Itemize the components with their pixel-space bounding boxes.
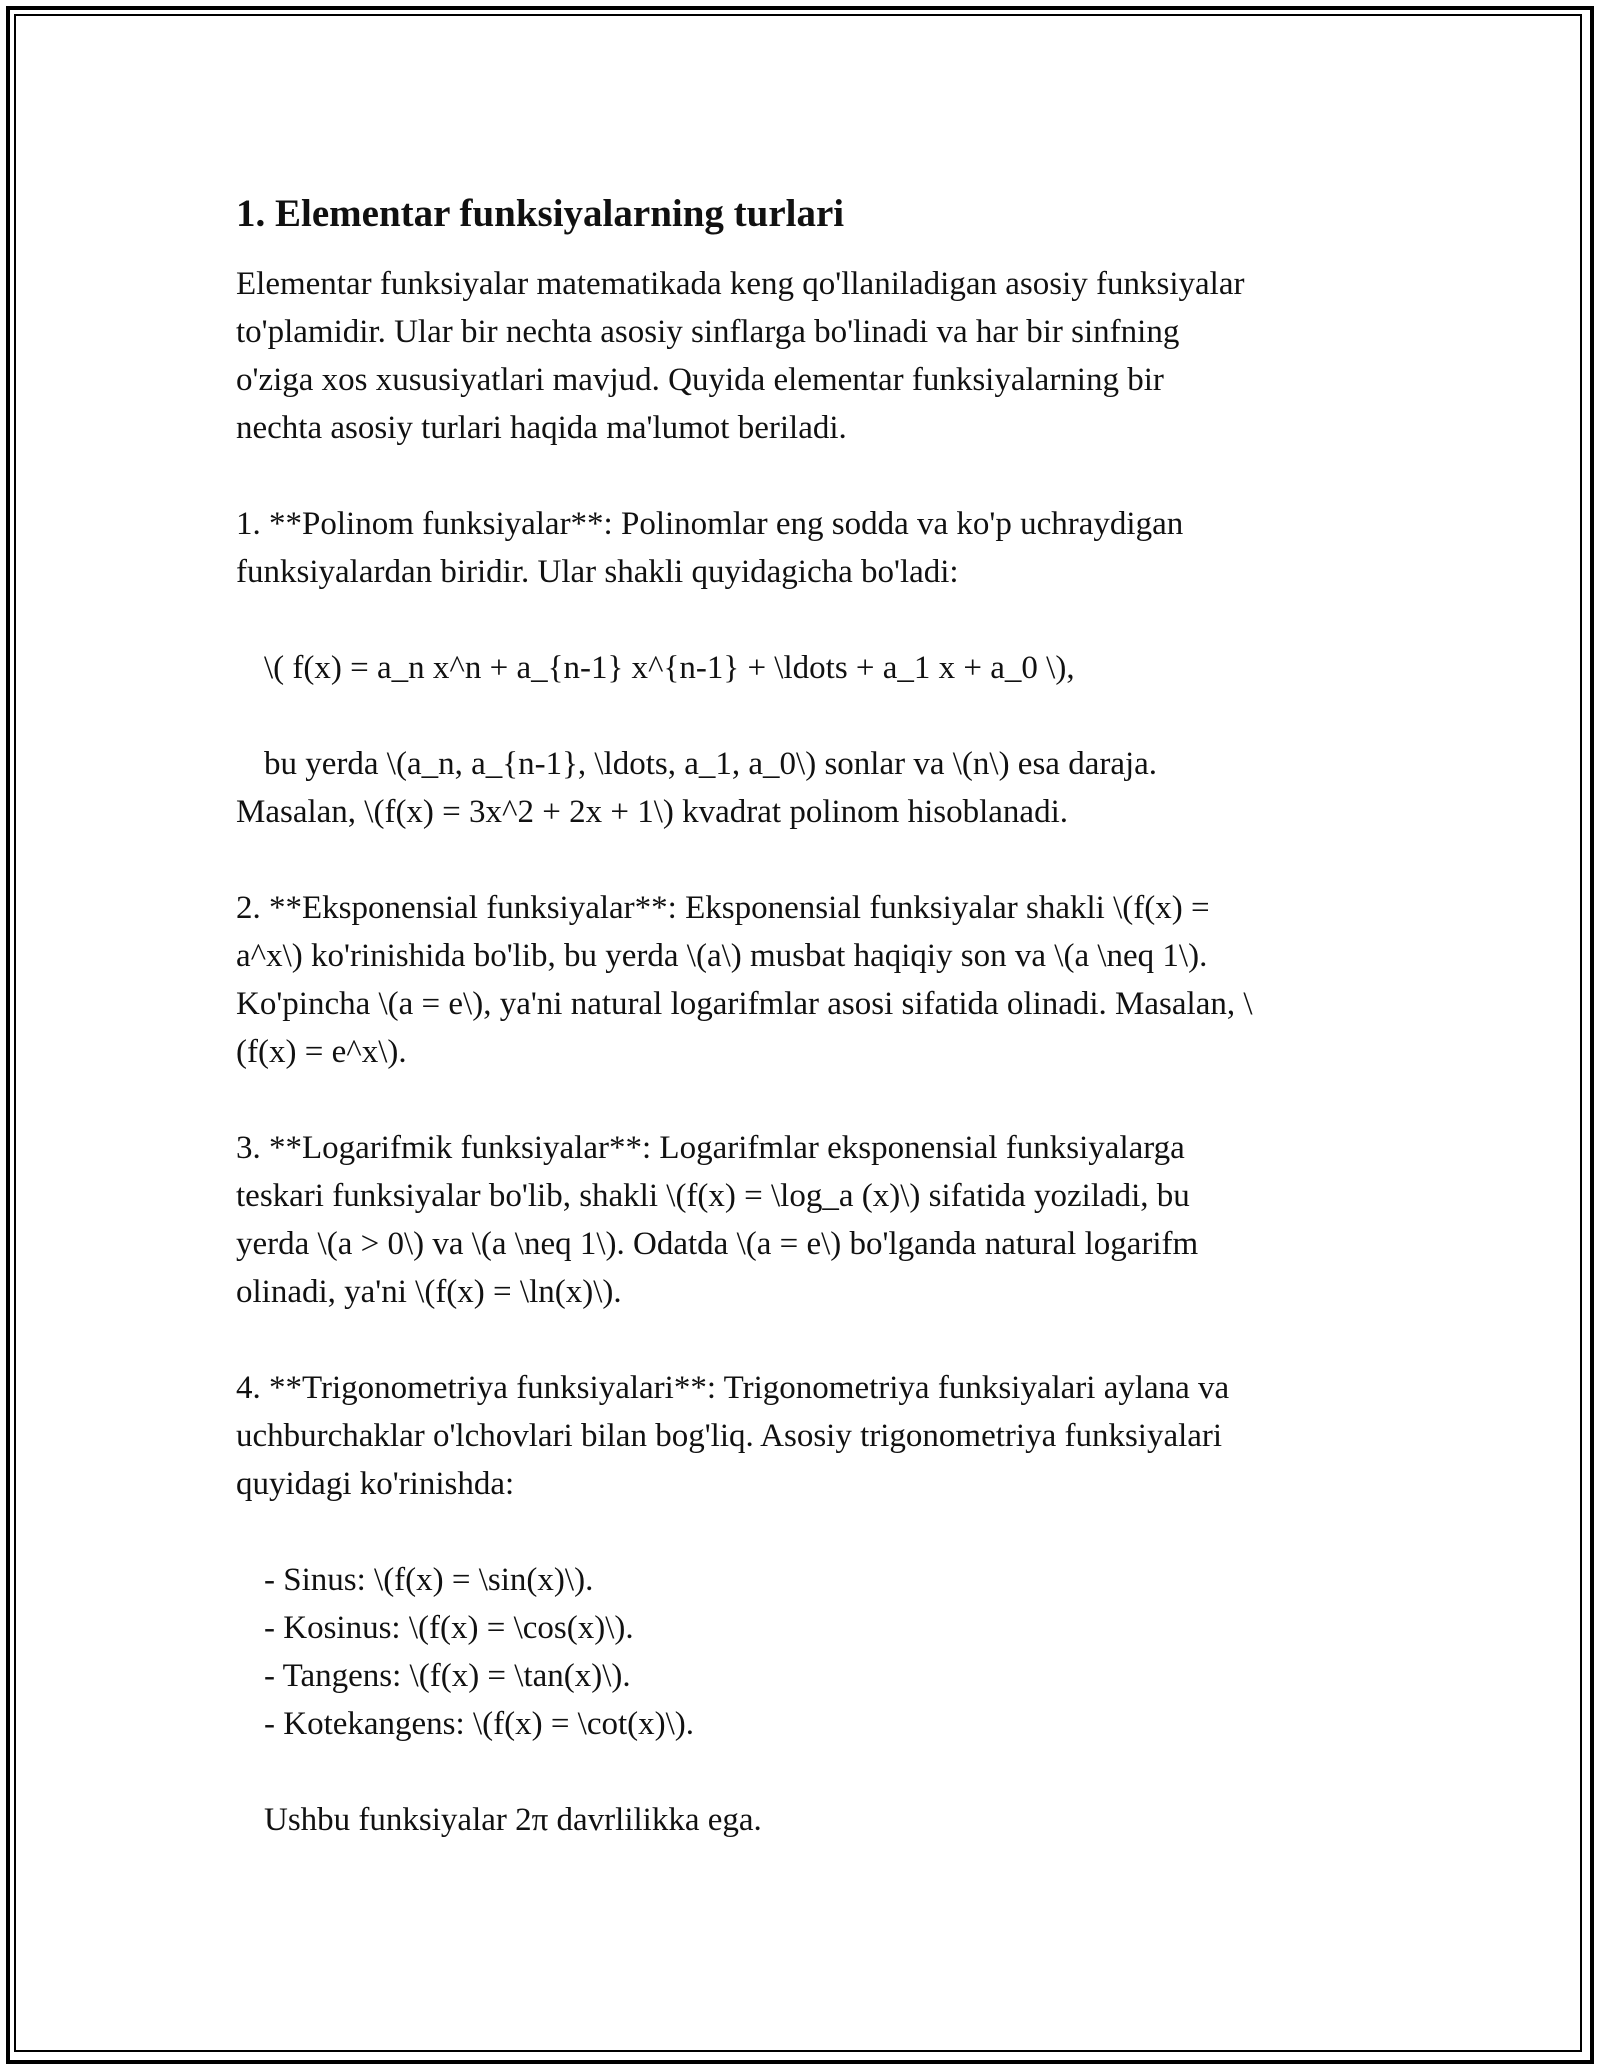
- logarithmic-line: 3. **Logarifmik funksiyalar**: Logarifmlar eksponensial funksiyalarga: [236, 1130, 1185, 1166]
- trigonometric-line: quyidagi ko'rinishda:: [236, 1466, 515, 1502]
- trigonometric-line: uchburchaklar o'lchovlari bilan bog'liq. Asosiy trigonometriya funksiyalari: [236, 1418, 1223, 1454]
- logarithmic-item: [236, 1124, 1386, 1316]
- logarithmic-line: teskari funksiyalar bo'lib, shakli \(f(x) = \log_a (x)\) sifatida yoziladi, bu: [236, 1178, 1190, 1214]
- intro-line: Elementar funksiyalar matematikada keng qo'llaniladigan asosiy funksiyalar: [236, 266, 1245, 302]
- intro-line: to'plamidir. Ular bir nechta asosiy sinflarga bo'linadi va har bir sinfning: [236, 314, 1180, 350]
- intro-paragraph: [236, 260, 1386, 452]
- trigonometric-line: 4. **Trigonometriya funksiyalari**: Trigonometriya funksiyalari aylana va: [236, 1370, 1230, 1406]
- trigonometric-item: [236, 1364, 1386, 1508]
- trigonometric-list: [236, 1556, 1386, 1748]
- polynomial-formula: \( f(x) = a_n x^n + a_{n-1} x^{n-1} + \ldots + a_1 x + a_0 \),: [264, 650, 1075, 686]
- list-item-kosinus: - Kosinus: \(f(x) = \cos(x)\).: [264, 1610, 634, 1646]
- logarithmic-line: olinadi, ya'ni \(f(x) = \ln(x)\).: [236, 1274, 622, 1310]
- intro-line: nechta asosiy turlari haqida ma'lumot beriladi.: [236, 410, 847, 446]
- polynomial-formula-block: [236, 644, 1386, 692]
- trigonometric-closing: [236, 1796, 1386, 1844]
- exponential-line: Ko'pincha \(a = e\), ya'ni natural logarifmlar asosi sifatida olinadi. Masalan, \: [236, 986, 1253, 1022]
- list-item-sinus: - Sinus: \(f(x) = \sin(x)\).: [264, 1562, 594, 1598]
- polynomial-item: [236, 500, 1386, 596]
- polynomial-example-line: Masalan, \(f(x) = 3x^2 + 2x + 1\) kvadrat polinom hisoblanadi.: [236, 794, 1068, 830]
- logarithmic-line: yerda \(a > 0\) va \(a \neq 1\). Odatda \(a = e\) bo'lganda natural logarifm: [236, 1226, 1199, 1262]
- exponential-item: [236, 884, 1386, 1076]
- exponential-line: 2. **Eksponensial funksiyalar**: Eksponensial funksiyalar shakli \(f(x) =: [236, 890, 1210, 926]
- closing-line: Ushbu funksiyalar 2π davrlilikka ega.: [264, 1802, 762, 1838]
- polynomial-line: funksiyalardan biridir. Ular shakli quyidagicha bo'ladi:: [236, 554, 959, 590]
- exponential-line: (f(x) = e^x\).: [236, 1034, 407, 1070]
- exponential-line: a^x\) ko'rinishida bo'lib, bu yerda \(a\) musbat haqiqiy son va \(a \neq 1\).: [236, 938, 1208, 974]
- list-item-kotekangens: - Kotekangens: \(f(x) = \cot(x)\).: [264, 1706, 695, 1742]
- polynomial-line: 1. **Polinom funksiyalar**: Polinomlar eng sodda va ko'p uchraydigan: [236, 506, 1184, 542]
- intro-line: o'ziga xos xususiyatlari mavjud. Quyida elementar funksiyalarning bir: [236, 362, 1164, 398]
- section-heading: 1. Elementar funksiyalarning turlari: [236, 192, 845, 235]
- document-body: [236, 190, 1386, 1844]
- list-item-tangens: - Tangens: \(f(x) = \tan(x)\).: [264, 1658, 631, 1694]
- polynomial-explanation-line: bu yerda \(a_n, a_{n-1}, \ldots, a_1, a_0\) sonlar va \(n\) esa daraja.: [264, 746, 1158, 782]
- polynomial-explanation: [236, 740, 1386, 836]
